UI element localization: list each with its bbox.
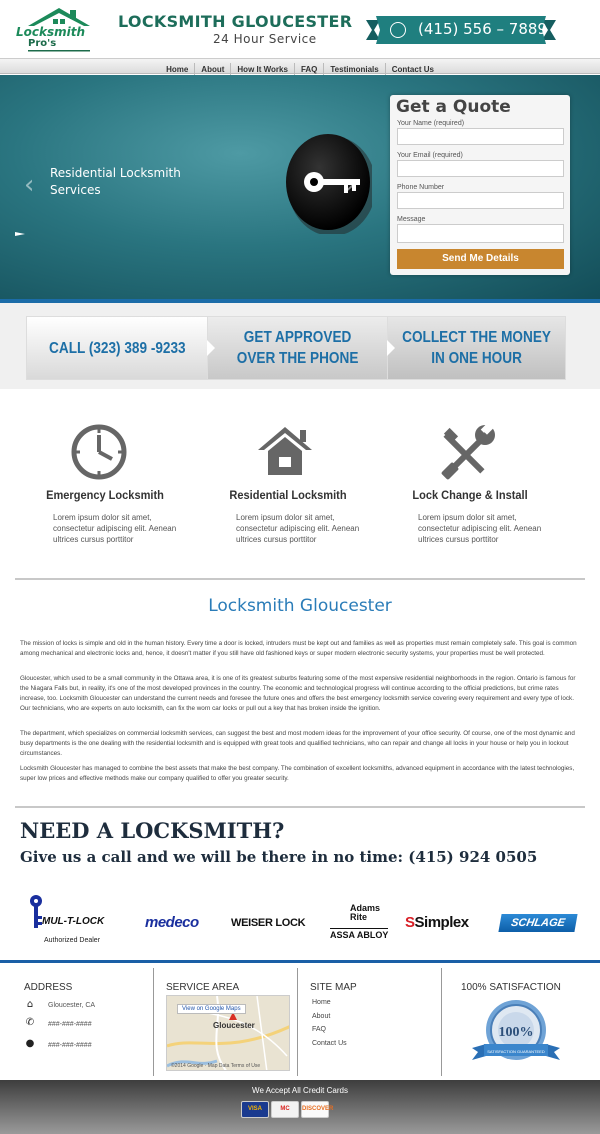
sitemap-link-about[interactable]: About: [312, 1013, 331, 1020]
cta-subtitle: Give us a call and we will be there in no time: (415) 924 0505: [20, 848, 538, 866]
email-field[interactable]: [397, 160, 564, 177]
nav-home[interactable]: Home: [166, 65, 189, 74]
about-paragraph: Gloucester, which used to be a small community in the Ottawa area, it is one of its greatest suburbs featuring some of the most expensive residential neighborhoods in the region. Ontario is famous for the Niagara Falls but, in reality, it's one of the most developed provinces in the country. The economic and technological progress will continue according to the official predictions, but crime rates increase, too. Locksmith Gloucester can understand the current needs and foresee the future ones and offers the best emergency locksmith service covering every requirement and every type of lock. Our technicians, who are experts on auto locksmith, can fix the worn car locks or pull out a key that has broken inside the ignition.: [20, 675, 576, 712]
step-money: [387, 316, 566, 380]
divider: [15, 578, 585, 580]
house-icon: [256, 423, 314, 481]
footer-separator: [153, 968, 154, 1076]
badge-ribbon-text: SATISFACTION GUARANTEED: [487, 1049, 545, 1054]
cta-title: NEED A LOCKSMITH?: [20, 818, 285, 843]
nav-contact-us[interactable]: Contact Us: [385, 63, 440, 77]
nav-how-it-works[interactable]: How It Works: [230, 63, 294, 77]
slider-prev-icon[interactable]: ‹: [24, 170, 35, 200]
clock-icon: [70, 423, 128, 481]
sitemap-link-faq[interactable]: FAQ: [312, 1026, 327, 1033]
about-paragraph: Locksmith Gloucester has managed to combine the best assets that make the best company. The combination of excellent locksmiths, advanced equipment in accordance with the latest technologies, super low prices and effective methods make our company qualified to offer you greater security.: [20, 765, 575, 782]
phone-icon: ✆: [25, 1017, 35, 1028]
step-call-text: CALL (323) 389 -9233: [48, 339, 186, 357]
footer-address-extra: ###-###-####: [48, 1042, 92, 1049]
service-title-lock-change[interactable]: Lock Change & Install: [412, 488, 528, 502]
service-area-map[interactable]: [166, 995, 290, 1071]
map-city-label: Gloucester: [213, 1021, 255, 1030]
name-label: Your Name (required): [397, 120, 465, 127]
phone-icon: [390, 22, 406, 38]
footer-address-phone: ###-###-####: [48, 1021, 92, 1028]
nav-faq[interactable]: FAQ: [294, 63, 323, 77]
satisfaction-badge-icon: [470, 998, 562, 1068]
step-money-text: COLLECT THE MONEY IN ONE HOUR: [402, 329, 551, 367]
service-text-residential: Lorem ipsum dolor sit amet, consectetur adipiscing elit. Aenean ultrices cursus porttitor: [236, 513, 360, 544]
sitemap-link-contact[interactable]: Contact Us: [312, 1040, 347, 1047]
footer-top-line: [0, 960, 600, 963]
footer-address-city: Gloucester, CA: [48, 1002, 96, 1009]
brand-authorized-dealer: Authorized Dealer: [44, 937, 101, 944]
discover-card-icon: DISCOVER: [301, 1101, 329, 1118]
about-paragraph: The department, which specializes on commercial locksmith services, can suggest the best and most modern ideas for the improvement of your office security. Of course, one of the most dynamic and busy departments is the one dealing with the residential locksmith and is equipped with great tools and qualified technicians, who can repair and change all locks in your house or help you in lockout circumstances.: [20, 730, 575, 757]
footer-separator: [441, 968, 442, 1076]
email-label: Your Email (required): [397, 152, 463, 159]
brand-medeco: medeco: [145, 914, 199, 931]
brand-weiser-lock: WEISER LOCK: [231, 917, 306, 929]
key-icon: [284, 130, 372, 234]
main-nav: [0, 58, 600, 74]
phone-field[interactable]: [397, 192, 564, 209]
logo-text: Locksmith: [16, 25, 86, 39]
quote-title: Get a Quote: [396, 97, 511, 117]
phone-label: Phone Number: [397, 184, 445, 191]
map-attribution: ©2014 Google · Map Data Terms of Use: [171, 1063, 261, 1069]
nav-about[interactable]: About: [194, 63, 230, 77]
brand-assa-abloy: ASSA ABLOY: [330, 930, 389, 940]
brand-adams-rite: Adams Rite: [350, 903, 381, 922]
site-header: [0, 0, 600, 58]
message-label: Message: [397, 216, 426, 223]
slider-play-icon[interactable]: [15, 232, 25, 236]
footer-separator: [297, 968, 298, 1076]
step-arrow-icon: [387, 340, 395, 356]
credit-cards-label: We Accept All Credit Cards: [252, 1086, 348, 1095]
brand-simplex-name: Simplex: [414, 914, 469, 931]
sitemap-link-home[interactable]: Home: [312, 999, 331, 1006]
footer-sitemap-title: SITE MAP: [310, 982, 357, 993]
visa-card-icon: VISA: [241, 1101, 269, 1118]
service-text-lock-change: Lorem ipsum dolor sit amet, consectetur adipiscing elit. Aenean ultrices cursus porttitor: [418, 513, 542, 544]
tools-icon: [439, 423, 497, 481]
footer-address-title: ADDRESS: [24, 982, 73, 993]
service-title-residential[interactable]: Residential Locksmith: [229, 488, 347, 502]
step-arrow-icon: [207, 340, 215, 356]
brand-schlage: SCHLAGE: [498, 914, 577, 932]
nav-testimonials[interactable]: Testimonials: [323, 63, 384, 77]
quote-form: [390, 95, 570, 275]
about-paragraph: The mission of locks is simple and old in the human history. Every time a door is locked, intruders must be kept out and families as well as properties must remain completely safe. This goal is common among mechanical and electronic locks and, hence, it doesn't matter if you still have old fashioned keys or super modern electronic security systems, your properties must be well protected.: [20, 640, 577, 657]
footer-service-title: SERVICE AREA: [166, 982, 240, 993]
message-field[interactable]: [397, 224, 564, 243]
step-call[interactable]: [26, 316, 208, 380]
logo-subtext: Pro's: [28, 38, 57, 49]
service-text-emergency: Lorem ipsum dolor sit amet, consectetur adipiscing elit. Aenean ultrices cursus porttitor: [53, 513, 177, 544]
site-subtitle: 24 Hour Service: [213, 32, 317, 46]
location-pin-icon: ●: [25, 1038, 35, 1049]
badge-text: 100%: [498, 1025, 534, 1040]
slide-caption: Residential Locksmith Services: [50, 166, 181, 197]
view-on-google-maps-button[interactable]: View on Google Maps: [177, 1004, 246, 1014]
site-title: LOCKSMITH GLOUCESTER: [118, 12, 353, 31]
footer-satisfaction-title: 100% SATISFACTION: [461, 982, 561, 993]
step-approved: [207, 316, 388, 380]
service-title-emergency[interactable]: Emergency Locksmith: [46, 488, 164, 502]
step-approved-text: GET APPROVED OVER THE PHONE: [236, 329, 359, 367]
about-title: Locksmith Gloucester: [208, 596, 392, 616]
send-details-button[interactable]: Send Me Details: [397, 249, 564, 269]
brand-simplex: [405, 914, 469, 931]
mastercard-card-icon: MC: [271, 1101, 299, 1118]
divider: [15, 806, 585, 808]
brand-mul-t-lock-name: MUL-T-LOCK: [42, 916, 105, 927]
slider-next-icon[interactable]: ›: [345, 170, 356, 200]
home-icon: ⌂: [26, 999, 34, 1010]
name-field[interactable]: [397, 128, 564, 145]
header-phone[interactable]: (415) 556 – 7889: [418, 20, 547, 38]
brand-simplex-mark: S: [405, 914, 415, 931]
